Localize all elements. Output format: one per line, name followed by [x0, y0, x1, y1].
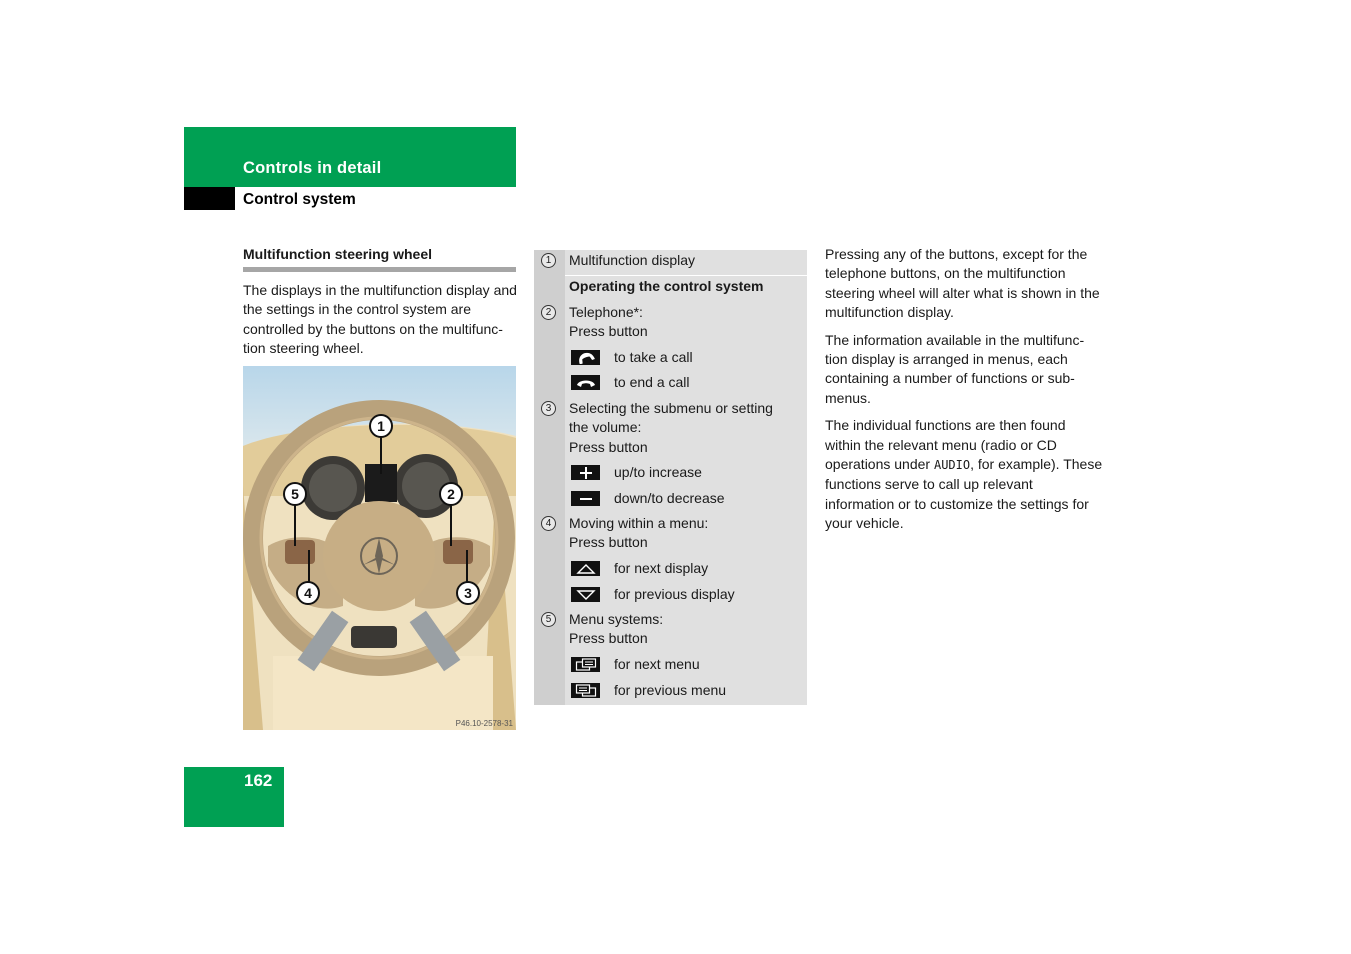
multifunction-wheel-title: Multifunction steering wheel [243, 246, 516, 272]
intro-paragraph: The displays in the multifunction display and the settings in the control system are controlled by the buttons on the multifunc-tion steering wheel. [243, 282, 517, 357]
table-divider [565, 275, 807, 276]
callout-3 [457, 582, 479, 604]
callout-5 [284, 483, 306, 505]
paragraph-buttons: Pressing any of the buttons, except for the telephone buttons, on the multifunction steering wheel will alter what is shown in the multifunction display. [825, 246, 1100, 321]
figure-code: P46.10-2578-31 [455, 719, 513, 728]
svg-text:5: 5 [291, 486, 299, 502]
svg-text:2: 2 [447, 486, 455, 502]
header-band [184, 127, 516, 187]
paragraph-menus: The information available in the multifunc-tion display is arranged in menus, each containing a number of functions or sub-menus. [825, 331, 1085, 406]
svg-text:1: 1 [377, 418, 385, 434]
page-number: 162 [244, 771, 273, 790]
callout-1 [370, 415, 392, 437]
subsection-title: Control system [243, 191, 356, 208]
header-marker [184, 187, 235, 210]
svg-text:4: 4 [304, 585, 312, 601]
phone-pickup-icon [571, 350, 600, 365]
svg-text:3: 3 [464, 585, 472, 601]
paragraph-functions: The individual functions are then found within the relevant menu (radio or CD operations under AUDIO, for example). These functions serve to call up relevant information or to customize the settings for your vehicle. [825, 417, 1103, 532]
arrow-down-icon [571, 587, 600, 602]
minus-icon [571, 491, 600, 506]
previous-menu-icon [571, 683, 600, 698]
callout-2 [440, 483, 462, 505]
callout-4 [297, 582, 319, 604]
audio-menu-code: AUDIO [933, 458, 971, 473]
phone-hangup-icon [571, 375, 600, 390]
next-menu-icon [571, 657, 600, 672]
right-column-text [825, 245, 1105, 542]
section-title: Controls in detail [243, 159, 382, 177]
steering-wheel-figure [243, 366, 516, 730]
arrow-up-icon [571, 561, 600, 576]
plus-icon [571, 465, 600, 480]
